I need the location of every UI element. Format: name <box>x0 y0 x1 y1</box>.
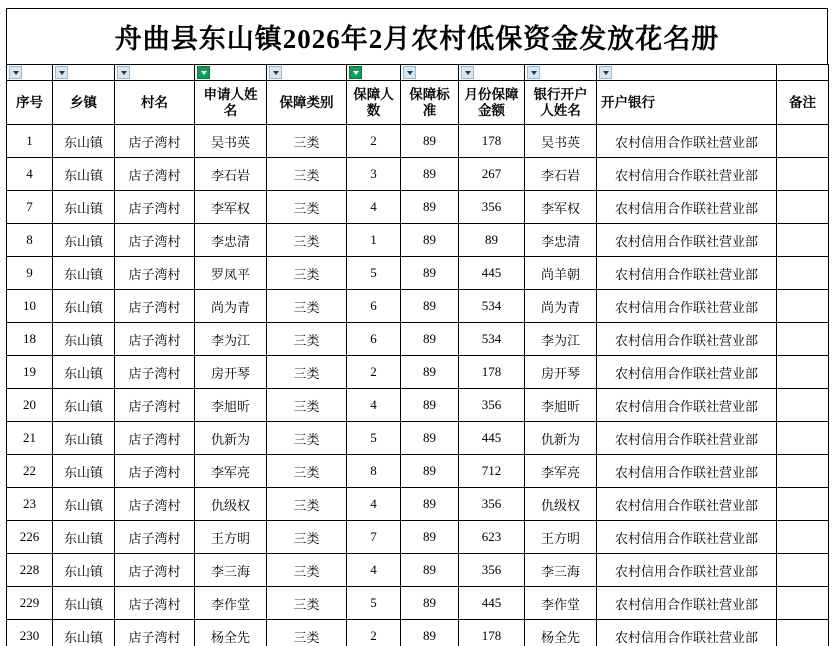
cell-remark <box>777 191 829 224</box>
cell-remark <box>777 554 829 587</box>
cell-type: 三类 <box>267 620 347 646</box>
cell-people: 6 <box>347 323 401 356</box>
cell-bank: 农村信用合作联社营业部 <box>597 290 777 323</box>
chevron-down-icon <box>273 71 279 75</box>
cell-village: 店子湾村 <box>115 224 195 257</box>
chevron-down-icon <box>121 71 127 75</box>
cell-seq: 8 <box>7 224 53 257</box>
cell-people: 8 <box>347 455 401 488</box>
cell-town: 东山镇 <box>53 455 115 488</box>
cell-village: 店子湾村 <box>115 356 195 389</box>
chevron-down-icon <box>13 71 19 75</box>
cell-people: 4 <box>347 191 401 224</box>
cell-people: 2 <box>347 125 401 158</box>
cell-account: 仇新为 <box>525 422 597 455</box>
cell-account: 尚羊朝 <box>525 257 597 290</box>
cell-amount: 534 <box>459 323 525 356</box>
cell-amount: 534 <box>459 290 525 323</box>
cell-standard: 89 <box>401 488 459 521</box>
cell-town: 东山镇 <box>53 554 115 587</box>
cell-standard: 89 <box>401 224 459 257</box>
cell-people: 5 <box>347 257 401 290</box>
cell-remark <box>777 290 829 323</box>
cell-type: 三类 <box>267 389 347 422</box>
cell-standard: 89 <box>401 521 459 554</box>
cell-name: 李军亮 <box>195 455 267 488</box>
cell-type: 三类 <box>267 554 347 587</box>
cell-people: 7 <box>347 521 401 554</box>
cell-amount: 445 <box>459 257 525 290</box>
cell-village: 店子湾村 <box>115 125 195 158</box>
cell-seq: 23 <box>7 488 53 521</box>
cell-type: 三类 <box>267 422 347 455</box>
cell-amount: 178 <box>459 356 525 389</box>
cell-people: 2 <box>347 620 401 646</box>
cell-account: 房开琴 <box>525 356 597 389</box>
cell-remark <box>777 224 829 257</box>
cell-account: 李石岩 <box>525 158 597 191</box>
cell-bank: 农村信用合作联社营业部 <box>597 125 777 158</box>
column-header: 开户银行 <box>597 81 777 125</box>
column-header: 乡镇 <box>53 81 115 125</box>
cell-account: 李军权 <box>525 191 597 224</box>
table-row <box>7 224 829 257</box>
cell-type: 三类 <box>267 455 347 488</box>
cell-account: 李旭昕 <box>525 389 597 422</box>
cell-village: 店子湾村 <box>115 455 195 488</box>
cell-name: 仇级权 <box>195 488 267 521</box>
column-header: 序号 <box>7 81 53 125</box>
cell-remark <box>777 257 829 290</box>
filter-dropdown-icon[interactable] <box>55 66 68 79</box>
cell-name: 李三海 <box>195 554 267 587</box>
cell-remark <box>777 158 829 191</box>
cell-name: 李忠清 <box>195 224 267 257</box>
cell-seq: 7 <box>7 191 53 224</box>
cell-bank: 农村信用合作联社营业部 <box>597 323 777 356</box>
cell-type: 三类 <box>267 125 347 158</box>
cell-remark <box>777 488 829 521</box>
table-row <box>7 290 829 323</box>
filter-dropdown-icon[interactable] <box>403 66 416 79</box>
cell-bank: 农村信用合作联社营业部 <box>597 587 777 620</box>
cell-type: 三类 <box>267 323 347 356</box>
cell-village: 店子湾村 <box>115 620 195 646</box>
cell-amount: 356 <box>459 191 525 224</box>
cell-seq: 1 <box>7 125 53 158</box>
cell-amount: 712 <box>459 455 525 488</box>
cell-town: 东山镇 <box>53 290 115 323</box>
chevron-down-icon <box>353 71 359 75</box>
cell-bank: 农村信用合作联社营业部 <box>597 521 777 554</box>
cell-type: 三类 <box>267 191 347 224</box>
cell-account: 李忠清 <box>525 224 597 257</box>
table-body <box>7 65 829 646</box>
cell-bank: 农村信用合作联社营业部 <box>597 191 777 224</box>
cell-town: 东山镇 <box>53 224 115 257</box>
cell-name: 杨全先 <box>195 620 267 646</box>
cell-remark <box>777 389 829 422</box>
table-header-row <box>7 81 829 125</box>
filter-cell <box>115 65 195 81</box>
cell-village: 店子湾村 <box>115 422 195 455</box>
cell-seq: 9 <box>7 257 53 290</box>
cell-people: 3 <box>347 158 401 191</box>
cell-village: 店子湾村 <box>115 389 195 422</box>
cell-village: 店子湾村 <box>115 554 195 587</box>
filter-dropdown-icon[interactable] <box>269 66 282 79</box>
cell-account: 仇级权 <box>525 488 597 521</box>
cell-seq: 4 <box>7 158 53 191</box>
cell-seq: 19 <box>7 356 53 389</box>
cell-standard: 89 <box>401 323 459 356</box>
cell-type: 三类 <box>267 356 347 389</box>
cell-town: 东山镇 <box>53 620 115 646</box>
cell-village: 店子湾村 <box>115 488 195 521</box>
cell-village: 店子湾村 <box>115 587 195 620</box>
cell-amount: 623 <box>459 521 525 554</box>
cell-bank: 农村信用合作联社营业部 <box>597 620 777 646</box>
filter-dropdown-icon[interactable] <box>9 66 22 79</box>
cell-village: 店子湾村 <box>115 257 195 290</box>
cell-remark <box>777 125 829 158</box>
table-row <box>7 422 829 455</box>
column-header: 备注 <box>777 81 829 125</box>
cell-amount: 356 <box>459 389 525 422</box>
filter-row <box>7 65 829 81</box>
cell-name: 李军权 <box>195 191 267 224</box>
table-row <box>7 389 829 422</box>
cell-account: 李军亮 <box>525 455 597 488</box>
cell-bank: 农村信用合作联社营业部 <box>597 422 777 455</box>
cell-seq: 229 <box>7 587 53 620</box>
cell-seq: 230 <box>7 620 53 646</box>
filter-dropdown-icon[interactable] <box>599 66 612 79</box>
cell-seq: 20 <box>7 389 53 422</box>
cell-account: 杨全先 <box>525 620 597 646</box>
table-row <box>7 158 829 191</box>
cell-people: 5 <box>347 422 401 455</box>
cell-name: 李石岩 <box>195 158 267 191</box>
filter-cell <box>347 65 401 81</box>
cell-name: 吴书英 <box>195 125 267 158</box>
chevron-down-icon <box>603 71 609 75</box>
cell-bank: 农村信用合作联社营业部 <box>597 488 777 521</box>
cell-town: 东山镇 <box>53 356 115 389</box>
cell-town: 东山镇 <box>53 488 115 521</box>
table-row <box>7 125 829 158</box>
filter-cell <box>525 65 597 81</box>
cell-type: 三类 <box>267 290 347 323</box>
cell-bank: 农村信用合作联社营业部 <box>597 257 777 290</box>
cell-village: 店子湾村 <box>115 521 195 554</box>
column-header: 申请人姓名 <box>195 81 267 125</box>
table-row <box>7 356 829 389</box>
cell-name: 房开琴 <box>195 356 267 389</box>
cell-town: 东山镇 <box>53 323 115 356</box>
cell-village: 店子湾村 <box>115 290 195 323</box>
filter-cell <box>777 65 829 81</box>
cell-seq: 18 <box>7 323 53 356</box>
cell-standard: 89 <box>401 422 459 455</box>
cell-type: 三类 <box>267 488 347 521</box>
table-row <box>7 554 829 587</box>
filter-dropdown-icon[interactable] <box>349 66 362 79</box>
cell-seq: 10 <box>7 290 53 323</box>
table-row <box>7 257 829 290</box>
cell-bank: 农村信用合作联社营业部 <box>597 554 777 587</box>
cell-remark <box>777 620 829 646</box>
column-header: 村名 <box>115 81 195 125</box>
cell-bank: 农村信用合作联社营业部 <box>597 455 777 488</box>
filter-cell <box>459 65 525 81</box>
cell-type: 三类 <box>267 587 347 620</box>
cell-seq: 21 <box>7 422 53 455</box>
filter-cell <box>7 65 53 81</box>
cell-type: 三类 <box>267 224 347 257</box>
table-row <box>7 323 829 356</box>
cell-amount: 267 <box>459 158 525 191</box>
cell-seq: 22 <box>7 455 53 488</box>
filter-cell <box>53 65 115 81</box>
table-row <box>7 191 829 224</box>
cell-standard: 89 <box>401 158 459 191</box>
cell-type: 三类 <box>267 158 347 191</box>
cell-people: 5 <box>347 587 401 620</box>
cell-standard: 89 <box>401 356 459 389</box>
cell-account: 李三海 <box>525 554 597 587</box>
cell-bank: 农村信用合作联社营业部 <box>597 356 777 389</box>
cell-people: 1 <box>347 224 401 257</box>
cell-account: 吴书英 <box>525 125 597 158</box>
cell-town: 东山镇 <box>53 389 115 422</box>
column-header: 月份保障金额 <box>459 81 525 125</box>
filter-dropdown-icon[interactable] <box>527 66 540 79</box>
cell-town: 东山镇 <box>53 257 115 290</box>
cell-amount: 178 <box>459 125 525 158</box>
cell-account: 李作堂 <box>525 587 597 620</box>
cell-people: 6 <box>347 290 401 323</box>
cell-standard: 89 <box>401 554 459 587</box>
table-row <box>7 488 829 521</box>
cell-town: 东山镇 <box>53 158 115 191</box>
cell-standard: 89 <box>401 125 459 158</box>
cell-standard: 89 <box>401 257 459 290</box>
table-row <box>7 620 829 646</box>
table-row <box>7 587 829 620</box>
document-title-row <box>6 8 828 64</box>
cell-village: 店子湾村 <box>115 158 195 191</box>
chevron-down-icon <box>201 71 207 75</box>
column-header: 银行开户人姓名 <box>525 81 597 125</box>
table-row <box>7 455 829 488</box>
cell-amount: 178 <box>459 620 525 646</box>
cell-town: 东山镇 <box>53 125 115 158</box>
column-header: 保障标准 <box>401 81 459 125</box>
cell-bank: 农村信用合作联社营业部 <box>597 389 777 422</box>
cell-name: 王方明 <box>195 521 267 554</box>
cell-remark <box>777 356 829 389</box>
cell-account: 王方明 <box>525 521 597 554</box>
cell-town: 东山镇 <box>53 521 115 554</box>
cell-village: 店子湾村 <box>115 323 195 356</box>
cell-remark <box>777 587 829 620</box>
cell-account: 李为江 <box>525 323 597 356</box>
cell-bank: 农村信用合作联社营业部 <box>597 224 777 257</box>
cell-remark <box>777 422 829 455</box>
cell-type: 三类 <box>267 521 347 554</box>
filter-cell <box>401 65 459 81</box>
cell-remark <box>777 521 829 554</box>
cell-standard: 89 <box>401 620 459 646</box>
filter-dropdown-icon[interactable] <box>197 66 210 79</box>
roster-table <box>6 64 829 646</box>
filter-dropdown-icon[interactable] <box>117 66 130 79</box>
chevron-down-icon <box>531 71 537 75</box>
cell-standard: 89 <box>401 587 459 620</box>
filter-cell <box>195 65 267 81</box>
cell-seq: 226 <box>7 521 53 554</box>
cell-amount: 356 <box>459 554 525 587</box>
cell-town: 东山镇 <box>53 587 115 620</box>
cell-people: 4 <box>347 389 401 422</box>
cell-type: 三类 <box>267 257 347 290</box>
chevron-down-icon <box>407 71 413 75</box>
cell-seq: 228 <box>7 554 53 587</box>
column-header: 保障人数 <box>347 81 401 125</box>
cell-remark <box>777 455 829 488</box>
cell-name: 仇新为 <box>195 422 267 455</box>
cell-people: 4 <box>347 488 401 521</box>
filter-cell <box>267 65 347 81</box>
cell-amount: 356 <box>459 488 525 521</box>
cell-amount: 89 <box>459 224 525 257</box>
filter-dropdown-icon[interactable] <box>461 66 474 79</box>
filter-cell <box>597 65 777 81</box>
cell-amount: 445 <box>459 587 525 620</box>
cell-town: 东山镇 <box>53 191 115 224</box>
cell-village: 店子湾村 <box>115 191 195 224</box>
cell-remark <box>777 323 829 356</box>
cell-name: 李为江 <box>195 323 267 356</box>
cell-name: 李旭昕 <box>195 389 267 422</box>
chevron-down-icon <box>59 71 65 75</box>
cell-name: 李作堂 <box>195 587 267 620</box>
cell-account: 尚为青 <box>525 290 597 323</box>
cell-standard: 89 <box>401 290 459 323</box>
cell-bank: 农村信用合作联社营业部 <box>597 158 777 191</box>
column-header: 保障类别 <box>267 81 347 125</box>
cell-people: 2 <box>347 356 401 389</box>
cell-standard: 89 <box>401 191 459 224</box>
cell-people: 4 <box>347 554 401 587</box>
page-title: 舟曲县东山镇2026年2月农村低保资金发放花名册 <box>114 24 720 54</box>
cell-name: 尚为青 <box>195 290 267 323</box>
cell-name: 罗凤平 <box>195 257 267 290</box>
cell-standard: 89 <box>401 389 459 422</box>
cell-town: 东山镇 <box>53 422 115 455</box>
table-row <box>7 521 829 554</box>
chevron-down-icon <box>465 71 471 75</box>
cell-amount: 445 <box>459 422 525 455</box>
cell-standard: 89 <box>401 455 459 488</box>
